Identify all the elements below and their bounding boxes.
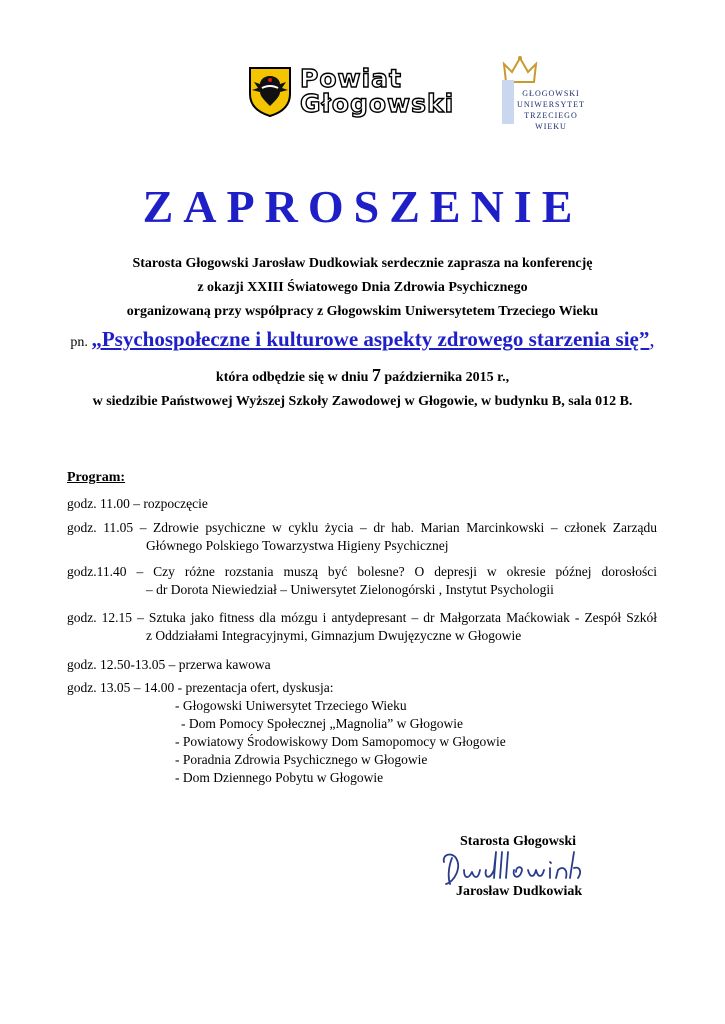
signature-role: Starosta Głogowski	[460, 834, 577, 849]
program-item-text: godz. 12.15 – Sztuka jako fitness dla mózgu i antydepresant – dr Małgorzata Maćkowiak - Zespół Szkół	[67, 610, 657, 625]
powiat-logo-line2: Głogowski	[300, 89, 455, 118]
guw-logo-line3: TRZECIEGO WIEKU	[524, 111, 578, 131]
program-item-1305	[67, 679, 657, 787]
intro-line-3: organizowaną przy współpracy z Głogowskim Uniwersytetem Trzeciego Wieku	[126, 304, 599, 319]
program-item-text: godz.11.40 – Czy różne rozstania muszą być bolesne? O depresji w okresie późnej dorosłości	[67, 564, 657, 579]
date-line	[0, 365, 725, 386]
program-subitem: - Głogowski Uniwersytet Trzeciego Wieku	[175, 698, 407, 713]
program-subitem: - Dom Dziennego Pobytu w Głogowie	[175, 770, 384, 785]
intro-line-2: z okazji XXIII Światowego Dnia Zdrowia Psychicznego	[197, 280, 528, 295]
conference-title-line	[0, 327, 725, 352]
program-item-text-cont: z Oddziałami Integracyjnymi, Gimnazjum Dwujęzyczne w Głogowie	[146, 628, 522, 643]
program-subitem: - Poradnia Zdrowia Psychicznego w Głogowie	[175, 752, 428, 767]
program-heading: Program:	[67, 470, 126, 485]
coat-of-arms-icon	[248, 66, 292, 118]
program-item-1140	[67, 563, 657, 599]
guw-logo-text	[514, 88, 588, 132]
powiat-logo-text	[300, 66, 454, 116]
program-item-text: godz. 12.50-13.05 – przerwa kawowa	[67, 657, 271, 672]
program-item-text: godz. 13.05 – 14.00 - prezentacja ofert, dyskusja:	[67, 680, 334, 695]
guw-logo-line2: UNIWERSYTET	[517, 100, 585, 109]
guw-logo-bar	[502, 80, 514, 124]
venue-line: w siedzibie Państwowej Wyższej Szkoły Zawodowej w Głogowie, w budynku B, sala 012 B.	[92, 394, 633, 409]
program-item-1215	[67, 609, 657, 645]
program-item-text-cont: Głównego Polskiego Towarzystwa Higieny Psychicznej	[146, 538, 449, 553]
date-prefix: która odbędzie się w dniu	[215, 370, 372, 385]
pn-label: pn.	[70, 335, 88, 350]
conference-title: „Psychospołeczne i kulturowe aspekty zdrowego starzenia się”	[91, 327, 650, 351]
intro-line-1: Starosta Głogowski Jarosław Dudkowiak serdecznie zaprasza na konferencję	[132, 256, 593, 271]
program-item-1105	[67, 519, 657, 555]
program-subitem: - Dom Pomocy Społecznej „Magnolia” w Głogowie	[181, 716, 463, 731]
program-item-text: godz. 11.05 – Zdrowie psychiczne w cyklu życia – dr hab. Marian Marcinkowski – członek Zarządu	[67, 520, 657, 535]
program-item-text: godz. 11.00 – rozpoczęcie	[67, 496, 208, 511]
date-day: 7	[371, 365, 381, 385]
guw-logo	[498, 54, 588, 131]
program-item-text-cont: – dr Dorota Niewiedział – Uniwersytet Zielonogórski , Instytut Psychologii	[146, 582, 554, 597]
program-subitem: - Powiatowy Środowiskowy Dom Samopomocy w Głogowie	[175, 734, 506, 749]
program-item-coffee-break	[67, 656, 657, 674]
guw-logo-line1: GŁOGOWSKI	[522, 89, 580, 98]
signature-name: Jarosław Dudkowiak	[456, 884, 583, 899]
powiat-logo	[248, 66, 468, 126]
page-title: ZAPROSZENIE	[142, 181, 583, 232]
title-comma: ,	[649, 327, 655, 351]
program-item-opening	[67, 495, 657, 513]
date-suffix: października 2015 r.,	[380, 370, 510, 385]
powiat-logo-line1: Powiat	[300, 64, 402, 93]
